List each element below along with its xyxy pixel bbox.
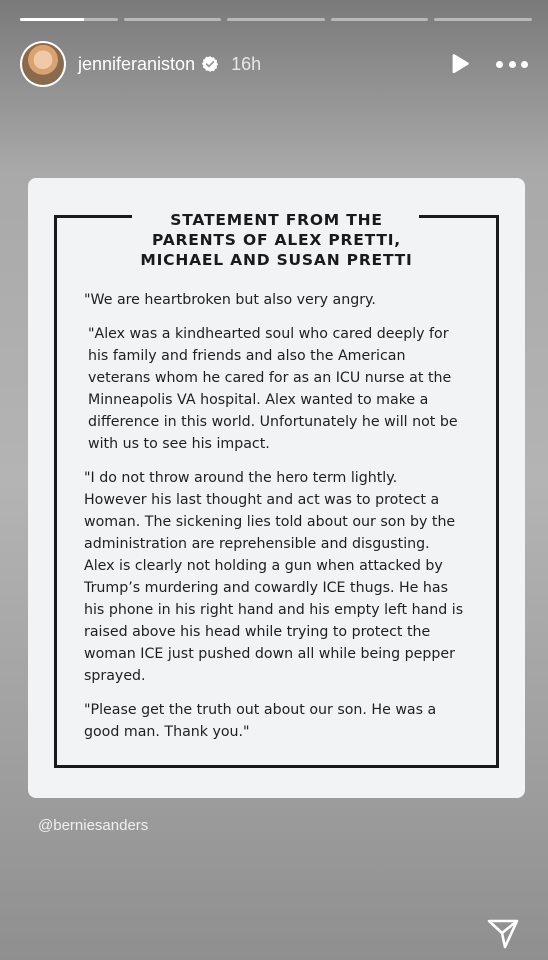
story-progress-bar [20,18,532,21]
verified-badge-icon [201,55,219,73]
shared-post-card[interactable] [28,178,525,798]
progress-segment [331,18,429,21]
username[interactable]: jenniferaniston [78,53,196,74]
story-header [20,40,528,88]
post-time: 16h [231,53,262,74]
statement-title: STATEMENT FROM THE PARENTS OF ALEX PRETTI, MICHAEL AND SUSAN PRETTI [140,211,413,269]
more-dot [509,61,516,68]
more-options-icon[interactable] [496,53,528,75]
progress-segment [434,18,532,21]
send-icon[interactable] [486,918,520,950]
statement-paragraph: "Alex was a kindhearted soul who cared deeply for his family and friends and also the American veterans whom he cared for as an ICU nurse at the Minneapolis VA hospital. Alex wanted to make a difference in this world. Unfortunately he will not be with us to see his impact. [88,326,458,452]
progress-segment [20,18,118,21]
more-dot [496,61,503,68]
avatar-image [22,43,64,85]
play-icon[interactable] [448,53,470,75]
statement-paragraph: "Please get the truth out about our son. He was a good man. Thank you." [84,702,437,740]
more-dot [521,61,528,68]
repost-credit[interactable]: @berniesanders [38,817,149,834]
progress-segment-fill [20,18,84,21]
statement-body [84,289,505,755]
statement-paragraph: "We are heartbroken but also very angry. [84,292,376,308]
statement-paragraph: "I do not throw around the hero term lightly. However his last thought and act was to protect a woman. The sickening lies told about our son by the administration are reprehensible and disgusting. Alex is clearly not holding a gun when attacked by Trump’s murdering and cowardly ICE thugs. He has his phone in his right hand and his empty left hand is raised above his head while trying to protect the woman ICE just pushed down all while being pepper sprayed. [84,470,464,684]
progress-segment [227,18,325,21]
avatar[interactable] [20,41,66,87]
progress-segment [124,18,222,21]
